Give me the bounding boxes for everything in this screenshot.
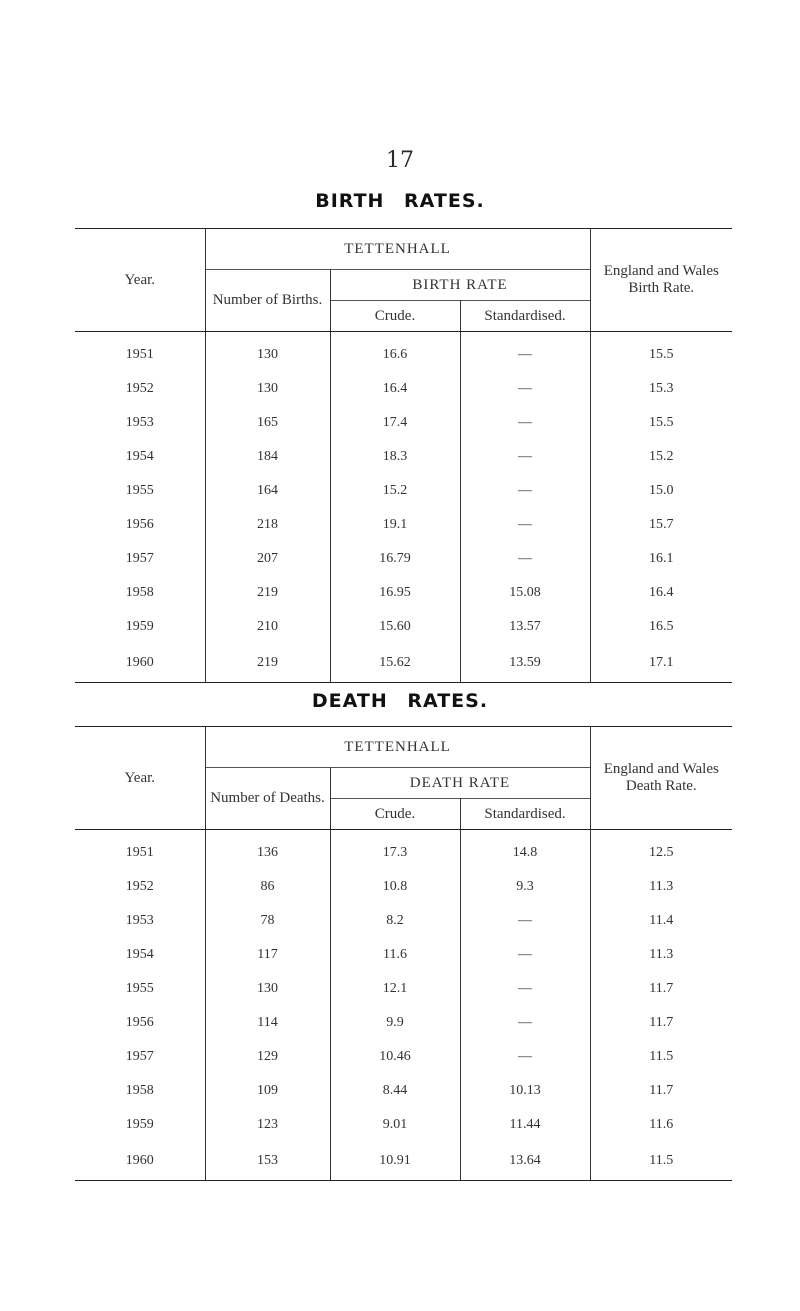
number-cell: 130 <box>205 372 330 406</box>
number-cell: 184 <box>205 440 330 474</box>
number-cell: 123 <box>205 1108 330 1142</box>
national-rate-cell: 16.4 <box>649 585 674 600</box>
national-rate-cell: 15.5 <box>649 347 674 362</box>
crude-rate-cell: 16.95 <box>330 576 460 610</box>
standardised-rate-cell: — <box>460 1006 590 1040</box>
standardised-rate-cell: 10.13 <box>460 1074 590 1108</box>
number-cell: 117 <box>205 938 330 972</box>
table-row <box>75 542 732 576</box>
year-cell: 1959 <box>125 1117 154 1132</box>
standardised-rate-cell: 11.44 <box>460 1108 590 1142</box>
number-cell: 210 <box>205 610 330 644</box>
standardised-rate-cell: — <box>460 372 590 406</box>
crude-rate-cell: 17.3 <box>330 830 460 871</box>
table-row <box>75 1006 732 1040</box>
standardised-rate-cell: — <box>460 1040 590 1074</box>
table-row <box>75 406 732 440</box>
crude-rate-cell: 19.1 <box>330 508 460 542</box>
number-of-births-header: Number of Births. <box>205 270 330 332</box>
national-rate-cell: 11.5 <box>590 1142 732 1181</box>
year-cell: 1951 <box>125 845 154 860</box>
number-of-deaths-header: Number of Deaths. <box>205 768 330 830</box>
year-column-header: Year. <box>75 229 205 332</box>
standardised-column-header: Standardised. <box>460 799 590 830</box>
national-rate-cell: 15.2 <box>649 449 674 464</box>
tettenhall-group-header: TETTENHALL <box>205 727 590 768</box>
year-cell: 1956 <box>125 517 154 532</box>
number-cell: 153 <box>205 1142 330 1181</box>
crude-rate-cell: 15.60 <box>330 610 460 644</box>
standardised-rate-cell: — <box>460 938 590 972</box>
standardised-rate-cell: 13.64 <box>460 1142 590 1181</box>
year-cell: 1952 <box>125 381 154 396</box>
national-rate-cell: 16.5 <box>649 619 674 634</box>
year-cell: 1954 <box>125 947 154 962</box>
crude-rate-cell: 15.62 <box>330 644 460 683</box>
number-cell: 165 <box>205 406 330 440</box>
national-rate-cell: 11.3 <box>649 947 674 962</box>
table-row <box>75 830 732 871</box>
crude-rate-cell: 8.2 <box>330 904 460 938</box>
number-cell: 219 <box>205 644 330 683</box>
national-rate-cell: 15.3 <box>649 381 674 396</box>
year-cell: 1956 <box>125 1015 154 1030</box>
standardised-rate-cell: 13.59 <box>460 644 590 683</box>
number-cell: 207 <box>205 542 330 576</box>
crude-rate-cell: 10.91 <box>330 1142 460 1181</box>
crude-rate-cell: 10.46 <box>330 1040 460 1074</box>
crude-column-header: Crude. <box>330 301 460 332</box>
table-row <box>75 440 732 474</box>
standardised-rate-cell: 15.08 <box>460 576 590 610</box>
birth-rates-table <box>75 228 732 683</box>
year-cell: 1957 <box>125 1049 154 1064</box>
table-row <box>75 372 732 406</box>
england-wales-birth-rate-header: England and Wales Birth Rate. <box>590 229 732 332</box>
table-row <box>75 508 732 542</box>
crude-rate-cell: 15.2 <box>330 474 460 508</box>
national-rate-cell: 11.4 <box>649 913 674 928</box>
year-cell: 1955 <box>125 981 154 996</box>
standardised-rate-cell: — <box>460 440 590 474</box>
page-number: 17 <box>386 148 414 173</box>
national-rate-cell: 11.7 <box>649 981 674 996</box>
tettenhall-group-header: TETTENHALL <box>205 229 590 270</box>
year-cell: 1953 <box>125 913 154 928</box>
number-cell: 164 <box>205 474 330 508</box>
number-cell: 130 <box>205 972 330 1006</box>
number-cell: 219 <box>205 576 330 610</box>
standardised-rate-cell: — <box>460 972 590 1006</box>
national-rate-cell: 11.7 <box>649 1083 674 1098</box>
table-row <box>75 576 732 610</box>
crude-rate-cell: 8.44 <box>330 1074 460 1108</box>
number-cell: 114 <box>205 1006 330 1040</box>
table-row <box>75 870 732 904</box>
table-row <box>75 610 732 644</box>
crude-rate-cell: 16.4 <box>330 372 460 406</box>
standardised-rate-cell: — <box>460 904 590 938</box>
national-rate-cell: 11.5 <box>649 1049 674 1064</box>
year-cell: 1954 <box>125 449 154 464</box>
number-cell: 136 <box>205 830 330 871</box>
standardised-rate-cell: — <box>460 474 590 508</box>
number-cell: 86 <box>205 870 330 904</box>
table-row <box>75 1108 732 1142</box>
table-row <box>75 644 732 683</box>
standardised-rate-cell: — <box>460 542 590 576</box>
standardised-rate-cell: — <box>460 406 590 440</box>
year-cell: 1959 <box>125 619 154 634</box>
year-cell: 1951 <box>125 347 154 362</box>
number-cell: 130 <box>205 332 330 373</box>
number-cell: 129 <box>205 1040 330 1074</box>
national-rate-cell: 16.1 <box>649 551 674 566</box>
crude-column-header: Crude. <box>330 799 460 830</box>
year-cell: 1960 <box>75 644 205 683</box>
table-row <box>75 1074 732 1108</box>
national-rate-cell: 11.7 <box>649 1015 674 1030</box>
crude-rate-cell: 12.1 <box>330 972 460 1006</box>
national-rate-cell: 11.6 <box>649 1117 674 1132</box>
national-rate-cell: 17.1 <box>590 644 732 683</box>
national-rate-cell: 11.3 <box>649 879 674 894</box>
england-wales-death-rate-header: England and Wales Death Rate. <box>590 727 732 830</box>
table-row <box>75 904 732 938</box>
table-row <box>75 972 732 1006</box>
crude-rate-cell: 9.01 <box>330 1108 460 1142</box>
standardised-rate-cell: — <box>460 332 590 373</box>
national-rate-cell: 15.7 <box>649 517 674 532</box>
standardised-rate-cell: 13.57 <box>460 610 590 644</box>
year-cell: 1957 <box>125 551 154 566</box>
number-cell: 78 <box>205 904 330 938</box>
year-cell: 1958 <box>125 1083 154 1098</box>
year-cell: 1952 <box>125 879 154 894</box>
birth-rate-group-header: BIRTH RATE <box>330 270 590 301</box>
standardised-rate-cell: 14.8 <box>460 830 590 871</box>
national-rate-cell: 12.5 <box>649 845 674 860</box>
standardised-column-header: Standardised. <box>460 301 590 332</box>
crude-rate-cell: 16.6 <box>330 332 460 373</box>
year-cell: 1958 <box>125 585 154 600</box>
table-row <box>75 332 732 373</box>
table-row <box>75 474 732 508</box>
crude-rate-cell: 16.79 <box>330 542 460 576</box>
death-rates-table <box>75 726 732 1181</box>
year-column-header: Year. <box>75 727 205 830</box>
crude-rate-cell: 10.8 <box>330 870 460 904</box>
birth-rates-heading: BIRTH RATES. <box>315 190 485 212</box>
death-rates-body <box>75 830 732 1181</box>
year-cell: 1960 <box>75 1142 205 1181</box>
standardised-rate-cell: — <box>460 508 590 542</box>
standardised-rate-cell: 9.3 <box>460 870 590 904</box>
table-row <box>75 1142 732 1181</box>
death-rate-group-header: DEATH RATE <box>330 768 590 799</box>
national-rate-cell: 15.5 <box>649 415 674 430</box>
crude-rate-cell: 17.4 <box>330 406 460 440</box>
table-row <box>75 1040 732 1074</box>
birth-rates-body <box>75 332 732 683</box>
number-cell: 109 <box>205 1074 330 1108</box>
national-rate-cell: 15.0 <box>649 483 674 498</box>
crude-rate-cell: 11.6 <box>330 938 460 972</box>
crude-rate-cell: 9.9 <box>330 1006 460 1040</box>
death-rates-heading: DEATH RATES. <box>311 690 489 712</box>
number-cell: 218 <box>205 508 330 542</box>
year-cell: 1953 <box>125 415 154 430</box>
year-cell: 1955 <box>125 483 154 498</box>
crude-rate-cell: 18.3 <box>330 440 460 474</box>
table-row <box>75 938 732 972</box>
